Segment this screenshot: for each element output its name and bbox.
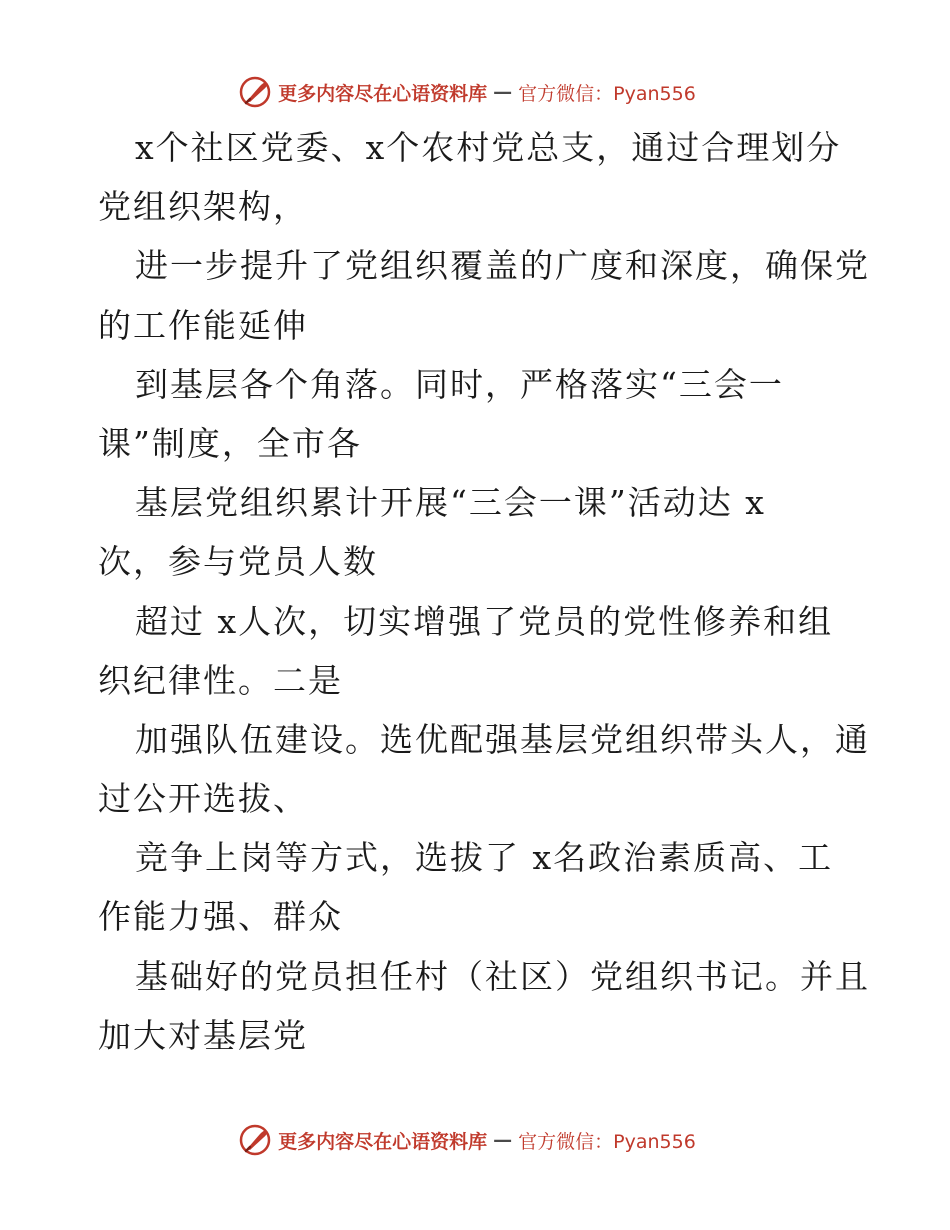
- banner-wechat: 官方微信：Pyan556: [518, 1130, 696, 1153]
- banner-wechat: 官方微信：Pyan556: [518, 82, 696, 105]
- quill-pen-logo-icon: [238, 75, 272, 109]
- body-line: 竞争上岗等方式，选拔了 x名政治素质高、工: [135, 838, 834, 878]
- banner-separator: —: [493, 81, 513, 103]
- footer-banner-content: [238, 1123, 696, 1157]
- body-line: 课”制度，全市各: [98, 423, 362, 463]
- body-line: 作能力强、群众: [98, 897, 343, 937]
- body-line: 的工作能延伸: [98, 305, 308, 345]
- body-line: 到基层各个角落。同时，严格落实“三会一: [135, 364, 784, 404]
- banner-title: 更多内容尽在心语资料库: [278, 1130, 488, 1153]
- body-line: 超过 x人次，切实增强了党员的党性修养和组: [135, 601, 834, 641]
- body-line: 党组织架构，: [98, 187, 308, 227]
- body-line: 次，参与党员人数: [98, 542, 378, 582]
- banner-title: 更多内容尽在心语资料库: [278, 82, 488, 105]
- header-banner: [0, 72, 950, 112]
- body-line: 进一步提升了党组织覆盖的广度和深度，确保党: [135, 246, 870, 286]
- footer-banner: [0, 1120, 950, 1160]
- body-line: 织纪律性。二是: [98, 660, 343, 700]
- quill-pen-logo-icon: [238, 1123, 272, 1157]
- body-line: 加强队伍建设。选优配强基层党组织带头人，通: [135, 719, 870, 759]
- document-body: [98, 118, 870, 1065]
- banner-separator: —: [493, 1129, 513, 1151]
- body-line: 过公开选拔、: [98, 779, 308, 819]
- body-line: x个社区党委、x个农村党总支，通过合理划分: [135, 128, 842, 167]
- body-line: 基础好的党员担任村（社区）党组织书记。并且: [135, 956, 870, 996]
- body-line: 加大对基层党: [98, 1015, 308, 1055]
- header-banner-content: [238, 75, 696, 109]
- body-line: 基层党组织累计开展“三会一课”活动达 x: [135, 483, 766, 523]
